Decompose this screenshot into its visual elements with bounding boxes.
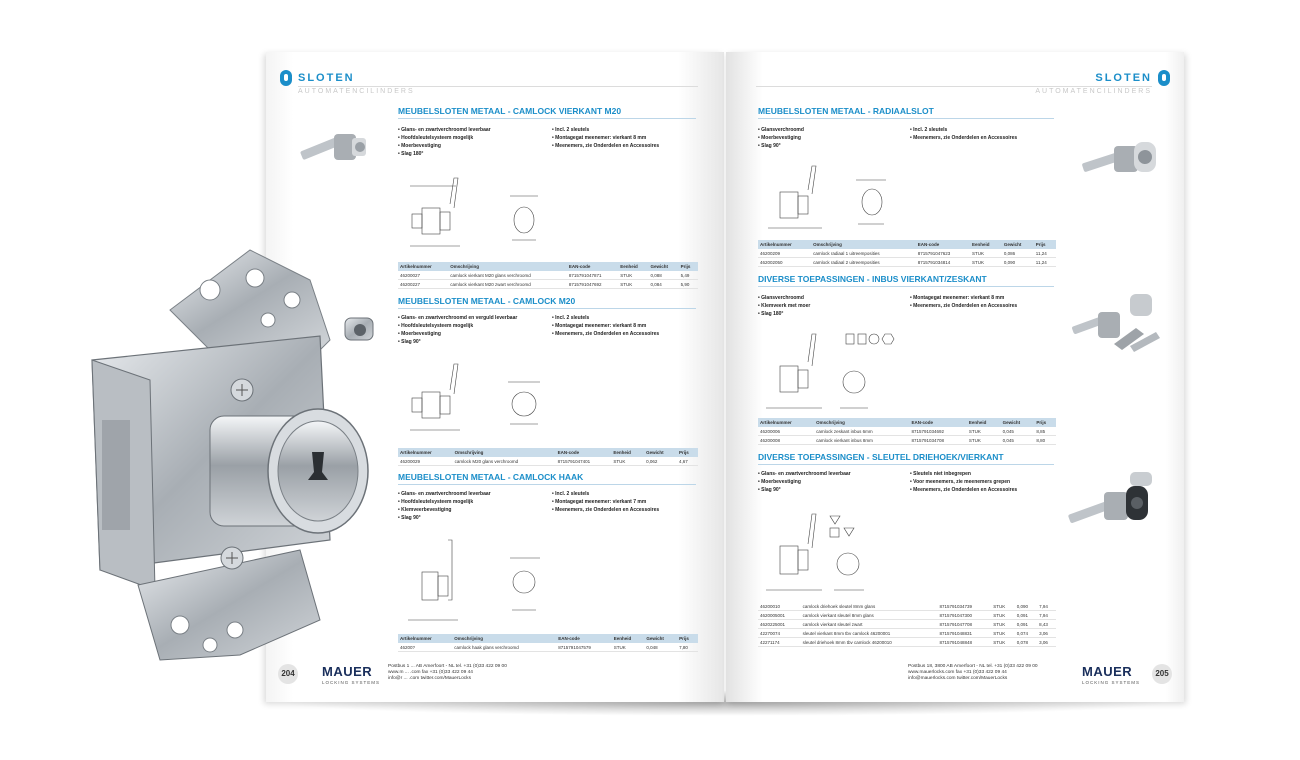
table-cell: 0,086	[1002, 249, 1034, 258]
technical-drawing	[400, 168, 550, 258]
table-row	[758, 436, 1056, 445]
feature-list	[910, 294, 1017, 310]
table-row	[758, 602, 1056, 611]
table-cell: STUK	[611, 457, 644, 466]
table-row	[758, 427, 1056, 436]
brand-tagline: LOCKING SYSTEMS	[322, 680, 381, 685]
feature-list	[758, 126, 804, 150]
feature-item: • Moerbevestiging	[758, 478, 851, 486]
table-cell: 11,24	[1034, 249, 1056, 258]
product-table	[398, 262, 698, 289]
header-divider	[756, 86, 1152, 87]
table-cell: 8,85	[1034, 427, 1056, 436]
feature-item: • Hoofdsleutelsysteem mogelijk	[398, 498, 491, 506]
feature-list	[398, 314, 517, 346]
cylinder-icon	[280, 70, 292, 86]
table-cell: camlock vierkant sleutel zwart	[801, 620, 938, 629]
table-cell: 8715791034814	[916, 258, 970, 267]
product-section	[398, 472, 696, 485]
feature-item: • Montagegat meenemer: vierkant 8 mm	[552, 134, 659, 142]
contact-line: Postbus 1 ... AB Amerfoort - NL tel. +31 (0)33 422 09 00	[388, 664, 507, 669]
technical-drawing	[400, 356, 550, 442]
feature-item: • Glansverchroomd	[758, 294, 810, 302]
table-cell: camlock vierkant inbus 8mm	[814, 436, 909, 445]
column-header: Artikelnummer	[398, 634, 452, 643]
table-cell: camlock haak glans verchroomd	[452, 643, 556, 652]
table-cell: 4,67	[677, 457, 698, 466]
feature-item: • Incl. 2 sleutels	[552, 490, 659, 498]
table-row	[758, 249, 1056, 258]
table-cell: 0,045	[1001, 427, 1035, 436]
feature-item: • Sleutels niet inbegrepen	[910, 470, 1017, 478]
table-row	[758, 638, 1056, 647]
column-header: Gewicht	[1001, 418, 1035, 427]
table-cell: camlock zeskant inbus 6mm	[814, 427, 909, 436]
feature-item: • Slag 90°	[398, 338, 517, 346]
table-cell: 8,43	[1037, 620, 1056, 629]
column-header: Artikelnummer	[398, 448, 453, 457]
section-title: MEUBELSLOTEN METAAL - CAMLOCK HAAK	[398, 472, 696, 485]
table-cell: 46200227	[398, 280, 448, 289]
inbus-lock-product-image	[1070, 288, 1166, 354]
table-cell: STUK	[967, 436, 1001, 445]
table-header-row	[758, 240, 1056, 249]
section-header-subtitle: AUTOMATENCILINDERS	[1035, 88, 1152, 95]
page-number: 205	[1152, 664, 1172, 684]
column-header: EAN-code	[556, 448, 612, 457]
table-row	[758, 258, 1056, 267]
table-row	[758, 620, 1056, 629]
column-header: Omschrijving	[448, 262, 567, 271]
product-section	[398, 296, 696, 309]
column-header: Eenheid	[612, 634, 645, 643]
feature-list	[552, 490, 659, 514]
table-row	[758, 611, 1056, 620]
right-page	[726, 52, 1184, 702]
table-cell: STUK	[991, 602, 1015, 611]
product-table	[758, 240, 1056, 267]
table-cell: 8715791034692	[910, 427, 967, 436]
table-cell: STUK	[618, 280, 648, 289]
table-cell: STUK	[618, 271, 648, 280]
table-header-row	[398, 448, 698, 457]
table-cell: camlock radiaal 2 uitreemposities	[811, 258, 916, 267]
column-header: Omschrijving	[453, 448, 556, 457]
table-cell: 0,091	[1015, 620, 1037, 629]
technical-drawing	[760, 162, 910, 242]
table-cell: camlock vierkant sleutel 8mm glans	[801, 611, 938, 620]
table-cell: 0,048	[644, 643, 677, 652]
feature-item: • Incl. 2 sleutels	[910, 126, 1017, 134]
table-cell: STUK	[970, 258, 1002, 267]
table-cell: 0,091	[1015, 611, 1037, 620]
column-header: Gewicht	[1002, 240, 1034, 249]
table-cell: 46200006	[758, 427, 814, 436]
table-row	[398, 280, 698, 289]
feature-item: • Slag 90°	[758, 486, 851, 494]
feature-list	[552, 314, 659, 338]
feature-item: • Incl. 2 sleutels	[552, 126, 659, 134]
table-cell: camlock vierkant M20 zwart verchroomd	[448, 280, 567, 289]
table-cell: 0,090	[1015, 602, 1037, 611]
section-title: MEUBELSLOTEN METAAL - RADIAALSLOT	[758, 106, 1054, 119]
feature-item: • Montagegat meenemer: vierkant 7 mm	[552, 498, 659, 506]
product-table	[398, 634, 698, 652]
table-cell: sleutel driehoek 8mm tbv camlock 46200010	[801, 638, 938, 647]
table-cell: 5,90	[679, 280, 698, 289]
radial-lock-product-image	[1078, 128, 1162, 186]
table-cell: 42270074	[758, 629, 801, 638]
table-header-row	[758, 418, 1056, 427]
column-header: Artikelnummer	[758, 418, 814, 427]
feature-item: • Klemveerbevestiging	[398, 506, 491, 514]
table-header-row	[398, 262, 698, 271]
cylinder-icon	[1158, 70, 1170, 86]
table-cell: 46200029	[398, 457, 453, 466]
feature-item: • Moerbevestiging	[398, 330, 517, 338]
feature-item: • Slag 180°	[398, 150, 491, 158]
feature-item: • Glans- en zwartverchroomd leverbaar	[398, 126, 491, 134]
feature-item: • Voor meenemers, zie meenemers grepen	[910, 478, 1017, 486]
table-cell: 8715791047623	[916, 249, 970, 258]
feature-item: • Incl. 2 sleutels	[552, 314, 659, 322]
table-cell: 8715791047871	[567, 271, 618, 280]
table-cell: 8715791048848	[937, 638, 991, 647]
section-title: DIVERSE TOEPASSINGEN - INBUS VIERKANT/ZESKANT	[758, 274, 1054, 287]
column-header: EAN-code	[567, 262, 618, 271]
table-cell: 462002050	[758, 258, 811, 267]
feature-item: • Moerbevestiging	[758, 134, 804, 142]
column-header: Prijs	[1034, 418, 1056, 427]
column-header: Omschrijving	[814, 418, 909, 427]
section-header-title: SLOTEN	[298, 72, 355, 84]
table-cell: 7,80	[677, 643, 698, 652]
column-header: Eenheid	[618, 262, 648, 271]
table-cell: 11,24	[1034, 258, 1056, 267]
table-row	[398, 643, 698, 652]
table-cell: 46200027	[398, 271, 448, 280]
feature-list	[758, 294, 810, 318]
feature-item: • Montagegat meenemer: vierkant 8 mm	[910, 294, 1017, 302]
product-section	[758, 452, 1054, 465]
feature-item: • Hoofdsleutelsysteem mogelijk	[398, 134, 491, 142]
table-cell: 8715791047579	[556, 643, 611, 652]
contact-line: info@mauerlocks.com twitter.com/MauerLocks	[908, 676, 1008, 681]
feature-item: • Glans- en zwartverchroomd leverbaar	[758, 470, 851, 478]
feature-item: • Slag 180°	[758, 310, 810, 318]
product-table	[758, 602, 1056, 647]
product-table	[758, 418, 1056, 445]
feature-item: • Glansverchroomd	[758, 126, 804, 134]
column-header: Gewicht	[644, 634, 677, 643]
feature-list	[398, 490, 491, 522]
technical-drawing	[760, 508, 910, 604]
table-cell: STUK	[970, 249, 1002, 258]
table-cell: 0,088	[648, 271, 678, 280]
table-cell: 3,06	[1037, 638, 1056, 647]
section-title: DIVERSE TOEPASSINGEN - SLEUTEL DRIEHOEK/VIERKANT	[758, 452, 1054, 465]
column-header: Prijs	[677, 634, 698, 643]
contact-line: Postbus 18, 3800 AB Amerfoort - NL tel. +31 (0)33 422 09 00	[908, 664, 1038, 669]
camlock-product-image	[294, 122, 374, 174]
column-header: EAN-code	[910, 418, 967, 427]
table-cell: camlock radiaal 1 uitreemposities	[811, 249, 916, 258]
table-cell: STUK	[612, 643, 645, 652]
column-header: Gewicht	[648, 262, 678, 271]
table-cell: 4620225001	[758, 620, 801, 629]
table-cell: camlock driehoek sleutel 8mm glans	[801, 602, 938, 611]
table-cell: 4620005001	[758, 611, 801, 620]
table-cell: 8715791047401	[556, 457, 612, 466]
column-header: Artikelnummer	[758, 240, 811, 249]
table-cell: sleutel vierkant 8mm tbv camlock 46200001	[801, 629, 938, 638]
feature-list	[552, 126, 659, 150]
table-cell: 8715791047300	[937, 611, 991, 620]
table-header-row	[398, 634, 698, 643]
feature-list	[910, 126, 1017, 142]
table-row	[398, 457, 698, 466]
contact-info	[388, 664, 507, 682]
feature-item: • Hoofdsleutelsysteem mogelijk	[398, 322, 517, 330]
feature-item: • Glans- en zwartverchroomd leverbaar	[398, 490, 491, 498]
technical-drawing	[760, 328, 910, 418]
table-cell: 8,80	[1034, 436, 1056, 445]
product-table	[398, 448, 698, 466]
table-cell: 0,084	[648, 280, 678, 289]
table-cell: 0,078	[1015, 638, 1037, 647]
table-cell: 0,074	[1015, 629, 1037, 638]
table-cell: camlock M20 glans verchroomd	[453, 457, 556, 466]
table-cell: 46200209	[758, 249, 811, 258]
section-header-subtitle: AUTOMATENCILINDERS	[298, 88, 415, 95]
feature-list	[758, 470, 851, 494]
feature-item: • Glans- en zwartverchroomd en verguld leverbaar	[398, 314, 517, 322]
table-cell: 7,94	[1037, 602, 1056, 611]
column-header: Eenheid	[970, 240, 1002, 249]
column-header: Eenheid	[967, 418, 1001, 427]
key-lock-product-image	[1064, 468, 1164, 534]
table-cell: 5,49	[679, 271, 698, 280]
header-divider	[298, 86, 698, 87]
table-cell: 0,045	[1001, 436, 1035, 445]
table-cell: 0,090	[1002, 258, 1034, 267]
column-header: Gewicht	[644, 448, 677, 457]
table-cell: STUK	[991, 611, 1015, 620]
feature-item: • Meenemers, zie Onderdelen en Accessoires	[910, 486, 1017, 494]
table-cell: 46200008	[758, 436, 814, 445]
contact-line: www.mauerlocks.com fax +31 (0)33 422 09 44	[908, 670, 1007, 675]
feature-list	[398, 126, 491, 158]
section-title: MEUBELSLOTEN METAAL - CAMLOCK M20	[398, 296, 696, 309]
table-cell: STUK	[967, 427, 1001, 436]
table-cell: 46200010	[758, 602, 801, 611]
table-cell: 8715791047708	[937, 620, 991, 629]
feature-item: • Montagegat meenemer: vierkant 8 mm	[552, 322, 659, 330]
brand-tagline: LOCKING SYSTEMS	[1082, 680, 1141, 685]
column-header: Prijs	[679, 262, 698, 271]
table-cell: 3,06	[1037, 629, 1056, 638]
column-header: Prijs	[1034, 240, 1056, 249]
table-cell: 7,94	[1037, 611, 1056, 620]
technical-drawing	[400, 536, 550, 632]
table-cell: STUK	[991, 620, 1015, 629]
table-row	[758, 629, 1056, 638]
section-title: MEUBELSLOTEN METAAL - CAMLOCK VIERKANT M20	[398, 106, 696, 119]
feature-item: • Meenemers, zie Onderdelen en Accessoires	[910, 302, 1017, 310]
column-header: Prijs	[677, 448, 698, 457]
contact-line: www.m ... .com fax +31 (0)33 422 09 44	[388, 670, 473, 675]
catalog-spread	[266, 52, 1186, 704]
feature-item: • Slag 90°	[758, 142, 804, 150]
feature-item: • Meenemers, zie Onderdelen en Accessoires	[552, 142, 659, 150]
contact-info	[908, 664, 1038, 682]
column-header: Omschrijving	[811, 240, 916, 249]
cabinet-lock-product-image	[60, 240, 390, 680]
table-cell: 8715791034739	[937, 602, 991, 611]
table-cell: 8715791047692	[567, 280, 618, 289]
table-cell: STUK	[991, 638, 1015, 647]
table-cell: 8715791034708	[910, 436, 967, 445]
brand-logo: MAUER	[1082, 664, 1133, 679]
feature-item: • Meenemers, zie Onderdelen en Accessoires	[910, 134, 1017, 142]
table-row	[398, 271, 698, 280]
product-section	[758, 274, 1054, 287]
contact-line: info@r ... .com twitter.com/MauerLocks	[388, 676, 471, 681]
table-cell: 46200?	[398, 643, 452, 652]
table-cell: 42271174	[758, 638, 801, 647]
column-header: Eenheid	[611, 448, 644, 457]
column-header: EAN-code	[916, 240, 970, 249]
page-number: 204	[278, 664, 298, 684]
feature-item: • Slag 90°	[398, 514, 491, 522]
feature-item: • Meenemers, zie Onderdelen en Accessoires	[552, 330, 659, 338]
table-cell: 8715791048831	[937, 629, 991, 638]
brand-logo: MAUER	[322, 664, 373, 679]
feature-list	[910, 470, 1017, 494]
feature-item: • Klemveerk met moer	[758, 302, 810, 310]
product-section	[398, 106, 696, 119]
feature-item: • Meenemers, zie Onderdelen en Accessoires	[552, 506, 659, 514]
column-header: EAN-code	[556, 634, 611, 643]
column-header: Artikelnummer	[398, 262, 448, 271]
feature-item: • Moerbevestiging	[398, 142, 491, 150]
product-section	[758, 106, 1054, 119]
column-header: Omschrijving	[452, 634, 556, 643]
table-cell: STUK	[991, 629, 1015, 638]
table-cell: camlock vierkant M20 glans verchroomd	[448, 271, 567, 280]
table-cell: 0,062	[644, 457, 677, 466]
section-header-title: SLOTEN	[1095, 72, 1152, 84]
